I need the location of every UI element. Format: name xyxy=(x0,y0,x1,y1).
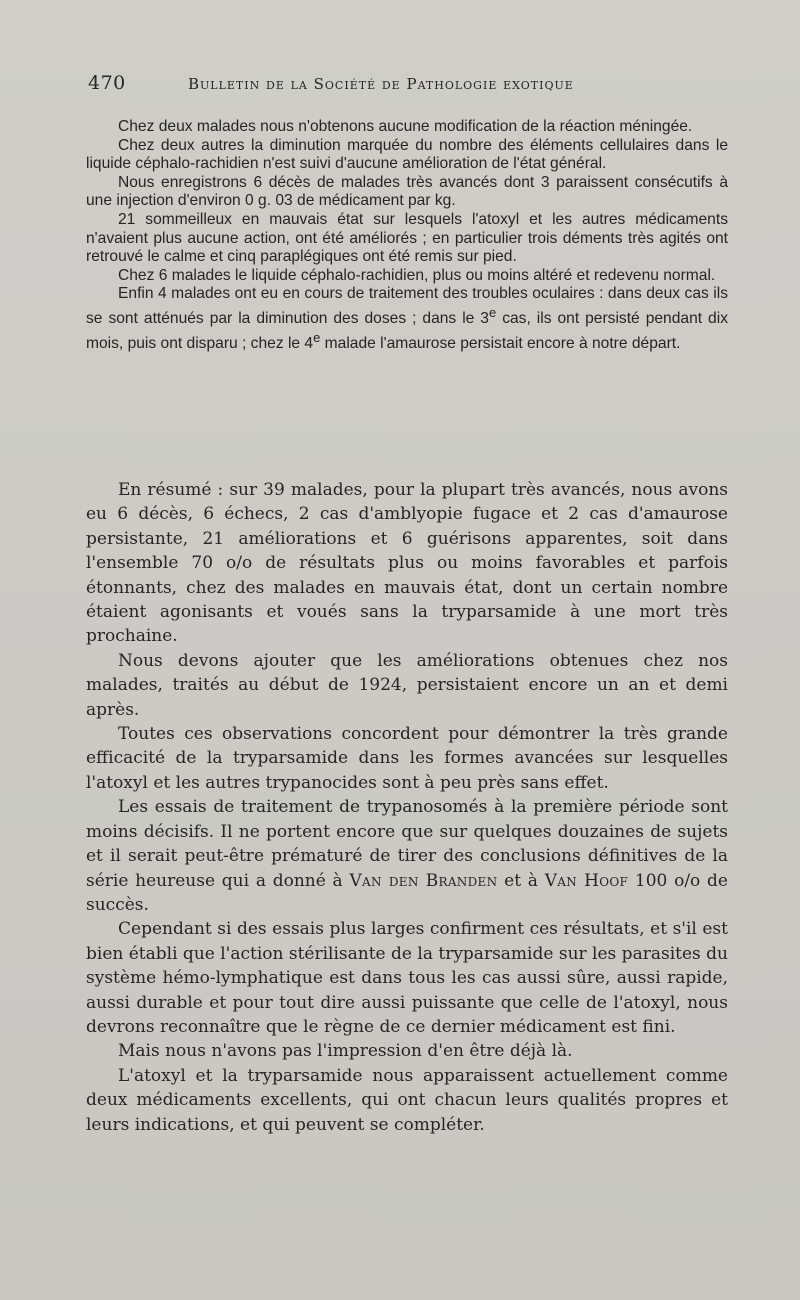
success-rate-text: 100 o/o de succès. xyxy=(86,870,728,915)
paragraph-conclusion: L'atoxyl et la tryparsamide nous apparaissent actuellement comme deux médicaments excellents, qui ont chacun leurs qualités propres et leurs indications, et qui peuvent se compléter. xyxy=(86,1065,728,1135)
paragraph-first-period xyxy=(86,795,728,917)
paragraph-meningeal-reaction: Chez deux malades nous n'obtenons aucune modification de la réaction méningée. xyxy=(118,118,693,135)
author-name: Van den Branden xyxy=(349,870,498,891)
paragraph-confirmation: Cependant si des essais plus larges confirment ces résultats, et s'il est bien établi que l'action stérilisante de la tryparsamide sur les parasites du système hémo-lymphatique est dans tous les cas aussi sûre, aussi rapide, aussi durable et pour tout dire aussi puissante que celle de l'atoxyl, nous devrons reconnaître que le règne de ce dernier médicament est fini. xyxy=(86,919,728,1037)
ocular-text-part-2: cas, ils ont persisté pendant dix mois, puis ont disparu ; chez le 4 xyxy=(86,310,728,352)
ocular-text-part-1: Enfin 4 malades ont eu en cours de traitement des troubles oculaires : dans deux cas ils se sont atténués par la diminution des doses ; dans le 3 xyxy=(86,285,728,328)
ordinal-superscript: e xyxy=(313,329,321,345)
paragraph-deaths: Nous enregistrons 6 décès de malades très avancés dont 3 paraissent consécutifs à une injection d'environ 0 g. 03 de médicament par kg. xyxy=(86,173,728,210)
paragraph-csf-normal: Chez 6 malades le liquide céphalo-rachidien, plus ou moins altéré et redevenu normal. xyxy=(118,266,716,284)
author-name: Van Hoof xyxy=(544,870,629,891)
paragraph-persistence: Nous devons ajouter que les améliorations obtenues chez nos malades, traités au début de 1924, persistaient encore un an et demi après. xyxy=(86,650,728,720)
paragraph-summary: En résumé : sur 39 malades, pour la plupart très avancés, nous avons eu 6 décès, 6 échecs, 2 cas d'amblyopie fugace et 2 cas d'amaurose persistante, 21 améliorations et 6 guérisons apparentes, soit dans l'ensemble 70 o/o de résultats plus ou moins favorables et parfois étonnants, chez des malades en mauvais état, dont un certain nombre étaient agonisants et voués sans la tryparsamide à une mort très prochaine. xyxy=(86,480,728,647)
paragraph-impression: Mais nous n'avons pas l'impression d'en être déjà là. xyxy=(118,1041,573,1062)
conjunction-text: et à xyxy=(497,870,545,891)
main-text-section xyxy=(86,478,728,1137)
paragraph-ocular-troubles xyxy=(86,285,728,353)
page-number: 470 xyxy=(88,72,126,94)
small-print-section xyxy=(86,118,728,354)
paragraph-efficacy: Toutes ces observations concordent pour démontrer la très grande efficacité de la tryparsamide dans les formes avancées sur lesquelles l'atoxyl et les autres trypanocides sont à peu près sans effet. xyxy=(86,724,728,793)
ocular-text-part-3: malade l'amaurose persistait encore à notre départ. xyxy=(320,334,681,352)
paragraph-improvements: 21 sommeilleux en mauvais état sur lesquels l'atoxyl et les autres médicaments n'avaient plus aucune action, ont été améliorés ; en particulier trois déments très agités ont retrouvé le calme et cinq paraplégiques ont été remis sur pied. xyxy=(86,210,728,266)
paragraph-cell-count: Chez deux autres la diminution marquée du nombre des éléments cellulaires dans le liquide céphalo-rachidien n'est suivi d'aucune amélioration de l'état général. xyxy=(86,136,728,173)
ordinal-superscript: e xyxy=(488,304,497,320)
first-period-text: Les essais de traitement de trypanosomés à la première période sont moins décisifs. Il ne portent encore que sur quelques douzaines de sujets et il serait peut-être prématuré de tirer des conclusions définitives de la série heureuse qui a donné à xyxy=(86,797,728,891)
running-head xyxy=(88,72,728,102)
journal-title: Bulletin de la Société de Pathologie exotique xyxy=(188,75,574,93)
